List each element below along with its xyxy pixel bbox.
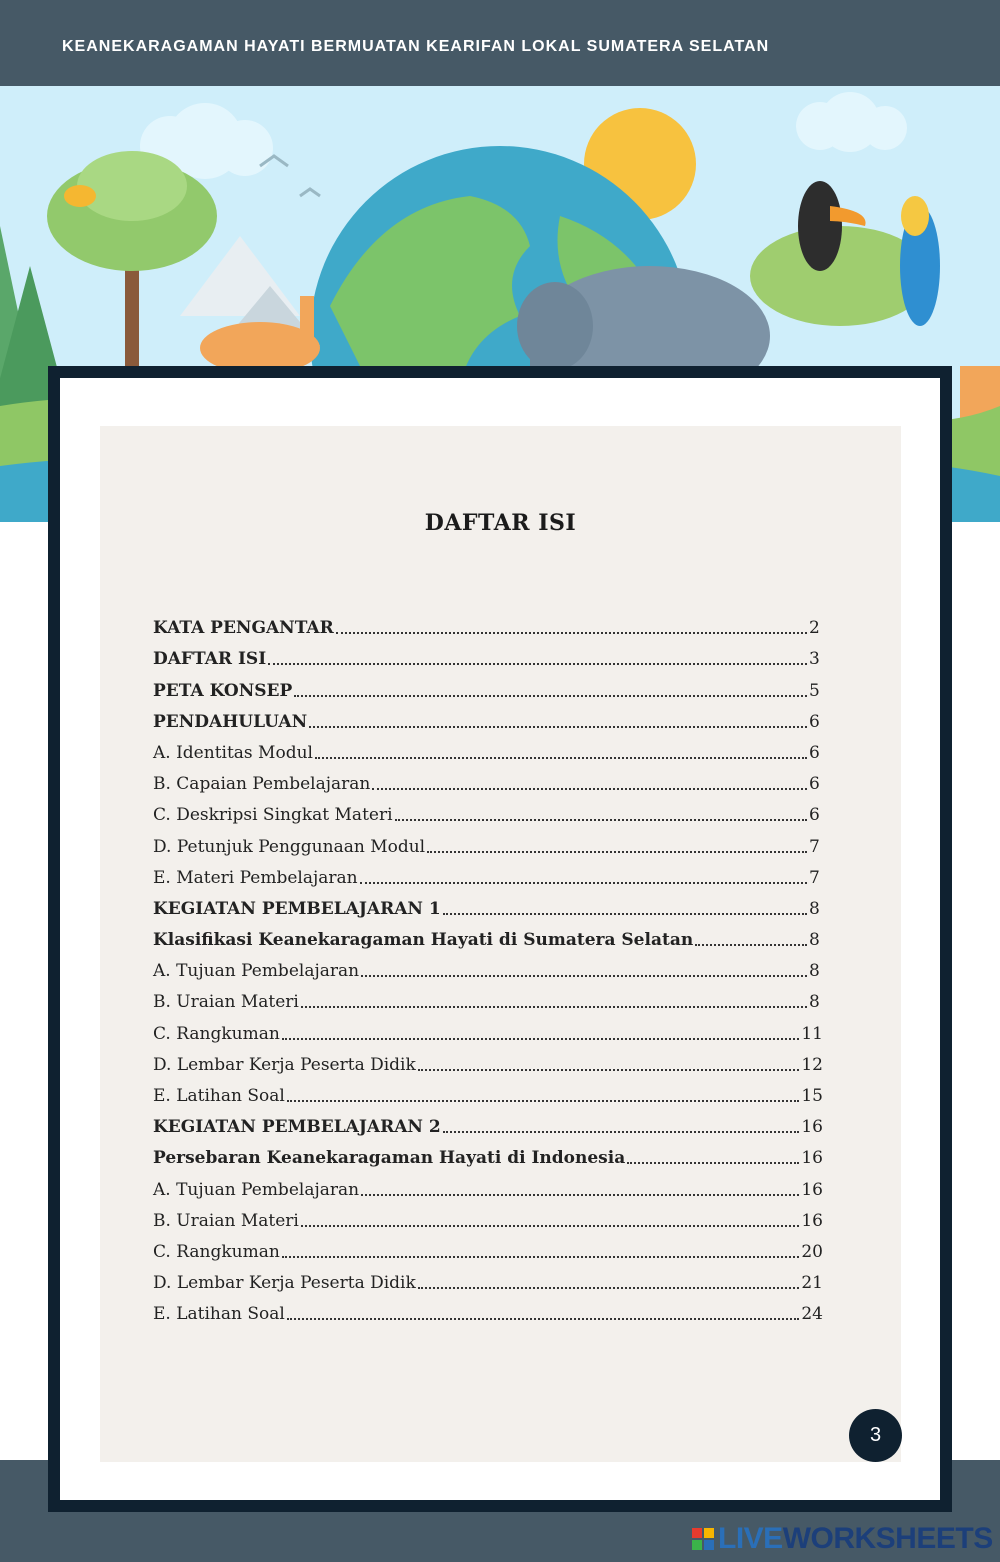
toc-entry (153, 1138, 823, 1169)
toc-entry-label: D. Lembar Kerja Peserta Didik (153, 1054, 416, 1075)
toc-leader-dots (395, 819, 807, 821)
toc-entry-page: 8 (809, 961, 820, 982)
toc-entry-page: 5 (809, 680, 820, 701)
toc-leader-dots (336, 632, 807, 634)
toc-leader-dots (361, 1194, 799, 1196)
toc-entry-label: B. Uraian Materi (153, 1210, 299, 1231)
toc-entry (153, 795, 823, 826)
toc-entry-page: 7 (809, 836, 820, 857)
toc-entry-page: 3 (809, 649, 820, 670)
liveworksheets-wordmark: LIVEWORKSHEETS (718, 1522, 993, 1555)
toc-entry (153, 702, 823, 733)
toc-leader-dots (443, 1131, 800, 1133)
toc-entry (153, 889, 823, 920)
toc-entry-page: 16 (801, 1117, 823, 1138)
table-of-contents (153, 608, 823, 1325)
toc-entry (153, 982, 823, 1013)
toc-entry (153, 1232, 823, 1263)
toc-leader-dots (418, 1287, 800, 1289)
toc-entry (153, 670, 823, 701)
toc-leader-dots (360, 882, 807, 884)
toc-entry-label: A. Tujuan Pembelajaran (153, 961, 360, 982)
toc-entry (153, 1013, 823, 1044)
toc-entry-page: 8 (809, 898, 820, 919)
toc-entry-page: 11 (801, 1023, 823, 1044)
toc-entry-page: 6 (809, 774, 820, 795)
toc-entry-label: Persebaran Keanekaragaman Hayati di Indonesia (153, 1148, 626, 1169)
toc-entry (153, 951, 823, 982)
toc-entry-label: D. Lembar Kerja Peserta Didik (153, 1273, 416, 1294)
toc-entry-label: C. Rangkuman (153, 1023, 280, 1044)
toc-leader-dots (361, 975, 807, 977)
toc-leader-dots (301, 1006, 807, 1008)
toc-entry (153, 858, 823, 889)
toc-entry-label: E. Latihan Soal (153, 1304, 285, 1325)
toc-entry-page: 6 (809, 711, 820, 732)
toc-entry-page: 15 (801, 1086, 823, 1106)
page-number-badge: 3 (849, 1409, 902, 1462)
toc-leader-dots (427, 851, 807, 853)
toc-leader-dots (282, 1038, 800, 1040)
header-bar (0, 0, 1000, 86)
toc-entry-label: KATA PENGANTAR (153, 618, 334, 639)
toc-entry-label: Klasifikasi Keanekaragaman Hayati di Sumatera Selatan (153, 930, 694, 951)
bee-icon (64, 185, 96, 207)
toc-entry-label: E. Latihan Soal (153, 1086, 285, 1106)
toc-entry (153, 764, 823, 795)
liveworksheets-logo-icon (692, 1528, 714, 1550)
toc-entry-page: 8 (809, 930, 820, 951)
toc-leader-dots (309, 726, 807, 728)
toc-leader-dots (627, 1162, 799, 1164)
toc-leader-dots (372, 788, 807, 790)
toc-leader-dots (287, 1318, 800, 1320)
toc-leader-dots (268, 663, 807, 665)
toc-entry-label: E. Materi Pembelajaran (153, 867, 358, 888)
toc-entry (153, 920, 823, 951)
liveworksheets-logo (692, 1522, 993, 1556)
toucan-icon (798, 181, 842, 271)
toc-entry (153, 1263, 823, 1294)
toc-entry-page: 8 (809, 992, 820, 1013)
toc-entry-page: 6 (809, 805, 820, 826)
toc-entry-page: 24 (801, 1304, 823, 1325)
toc-entry-label: PENDAHULUAN (153, 711, 308, 732)
toc-entry (153, 1076, 823, 1107)
toc-leader-dots (695, 944, 807, 946)
toc-entry-label: D. Petunjuk Penggunaan Modul (153, 836, 426, 857)
toc-entry-page: 16 (801, 1210, 823, 1231)
toc-entry-page: 21 (801, 1273, 823, 1294)
toc-entry (153, 733, 823, 764)
toc-leader-dots (287, 1100, 800, 1102)
toc-entry-label: KEGIATAN PEMBELAJARAN 2 (153, 1117, 441, 1138)
toc-entry-label: A. Tujuan Pembelajaran (153, 1179, 360, 1200)
toc-leader-dots (301, 1225, 800, 1227)
toc-entry (153, 1201, 823, 1232)
toc-entry-label: KEGIATAN PEMBELAJARAN 1 (153, 898, 441, 919)
toc-entry-page: 7 (809, 867, 820, 888)
toc-title: DAFTAR ISI (424, 510, 577, 536)
toc-entry (153, 1107, 823, 1138)
toc-leader-dots (294, 695, 807, 697)
toc-leader-dots (282, 1256, 800, 1258)
toc-entry-page: 20 (801, 1241, 823, 1262)
toc-entry (153, 826, 823, 857)
toc-entry-label: B. Uraian Materi (153, 992, 299, 1013)
toc-entry-label: PETA KONSEP (153, 680, 293, 701)
toc-entry-page: 2 (809, 618, 820, 639)
toc-entry-label: C. Deskripsi Singkat Materi (153, 805, 393, 826)
toc-entry-label: C. Rangkuman (153, 1241, 280, 1262)
toc-entry (153, 1294, 823, 1325)
toc-entry (153, 608, 823, 639)
toc-entry-page: 16 (801, 1148, 823, 1169)
toc-entry-label: DAFTAR ISI (153, 649, 267, 670)
toc-leader-dots (418, 1069, 800, 1071)
toc-entry-page: 12 (801, 1054, 823, 1075)
toc-entry-page: 6 (809, 742, 820, 763)
toc-entry (153, 639, 823, 670)
toc-leader-dots (443, 913, 807, 915)
toc-entry-page: 16 (801, 1179, 823, 1200)
toc-entry (153, 1169, 823, 1200)
header-title: KEANEKARAGAMAN HAYATI BERMUATAN KEARIFAN LOKAL SUMATERA SELATAN (62, 38, 770, 55)
toc-leader-dots (315, 757, 807, 759)
toc-entry-label: A. Identitas Modul (153, 742, 313, 763)
toc-entry (153, 1045, 823, 1076)
toc-entry-label: B. Capaian Pembelajaran (153, 774, 371, 795)
